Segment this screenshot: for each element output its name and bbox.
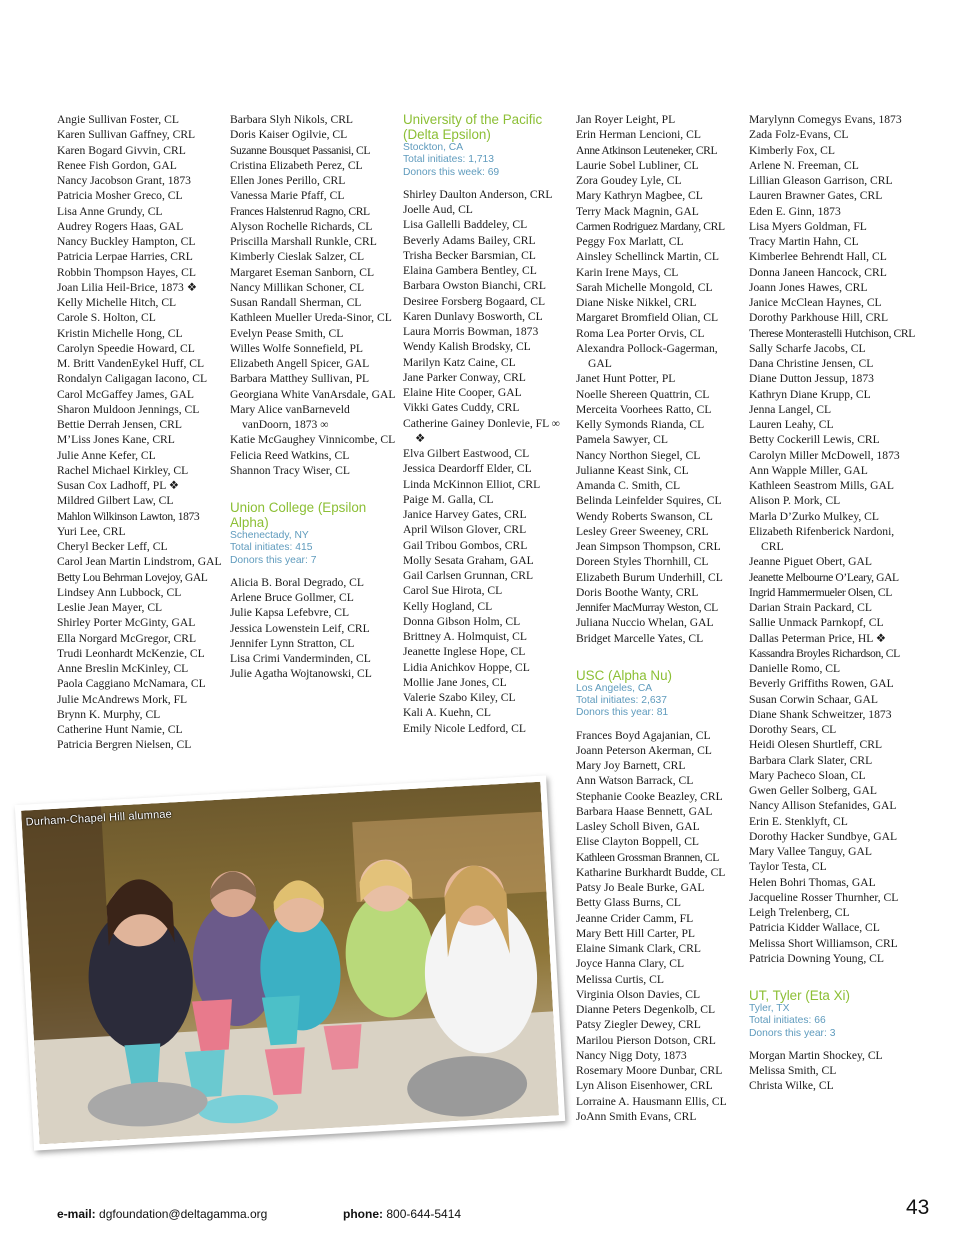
donor-name: Molly Sesata Graham, GAL [403, 553, 534, 567]
donor-name: Janice McClean Haynes, CL [749, 296, 882, 309]
donor-name: Emily Nicole Ledford, CL [403, 721, 526, 735]
donor-name: Laurie Sobel Lubliner, CL [576, 158, 699, 172]
donor-name: Janice Harvey Gates, CRL [403, 508, 527, 522]
donor-name: Kimberly Fox, CL [749, 143, 835, 157]
donor-name: Wendy Kalish Brodsky, CL [403, 340, 531, 354]
donor-name: Katie McGaughey Vinnicombe, CL [230, 433, 396, 447]
donor-name: Paola Caggiano McNamara, CL [57, 677, 206, 691]
donor-name: Susan Cox Ladhoff, PL ❖ [57, 479, 180, 492]
donor-name: Susan Randall Sherman, CL [230, 296, 362, 309]
donor-name: Janet Hunt Potter, PL [576, 372, 676, 386]
donor-name: Ainsley Schellinck Martin, CL [576, 250, 719, 264]
donor-name: Kali A. Kuehn, CL [403, 706, 491, 720]
donor-name: Felicia Reed Watkins, CL [230, 448, 350, 462]
donor-name: Jessica Deardorff Elder, CL [403, 462, 532, 476]
donor-name: Arlene Bruce Gollmer, CL [230, 591, 354, 605]
donor-name: Evelyn Pease Smith, CL [230, 326, 344, 340]
donor-name: Julie Agatha Wojtanowski, CL [230, 667, 372, 681]
donor-name: Darian Strain Packard, CL [749, 601, 872, 614]
donor-name: Eden E. Ginn, 1873 [749, 204, 841, 218]
donor-name: Mary Joy Barnett, CRL [576, 759, 686, 773]
donor-name: Lidia Anichkov Hoppe, CL [403, 660, 530, 674]
donor-name: Patricia Kidder Wallace, CL [749, 921, 880, 935]
donor-name: Jane Parker Conway, CRL [403, 370, 526, 384]
donor-name: Jeanette Inglese Hope, CL [403, 645, 526, 659]
donor-name: Audrey Rogers Haas, GAL [57, 219, 184, 233]
donor-name: Katharine Burkhardt Budde, CL [576, 865, 726, 879]
donor-name: Nancy Jacobson Grant, 1873 [57, 174, 191, 187]
donor-name: Heidi Olesen Shurtleff, CRL [749, 738, 883, 752]
donor-name: Jenna Langel, CL [749, 402, 832, 416]
donor-name: Ingrid Hammermueler Olsen, CL [749, 585, 892, 599]
donor-name: Trisha Becker Barsmian, CL [403, 248, 536, 262]
donor-name: Jennifer MacMurray Weston, CL [576, 601, 718, 614]
donor-name: Virginia Olson Davies, CL [576, 987, 701, 1001]
donor-name: Elaina Gambera Bentley, CL [403, 264, 537, 278]
donor-name: Lisa Crimi Vanderminden, CL [230, 652, 371, 666]
donor-name: Cristina Elizabeth Perez, CL [230, 158, 363, 172]
donor-name: Jean Simpson Thompson, CRL [576, 540, 721, 553]
donor-name: Donna Gibson Holm, CL [403, 614, 521, 628]
donor-name: Suzanne Bousquet Passanisi, CL [230, 143, 370, 157]
donor-name: Nancy Nigg Doty, 1873 [576, 1048, 687, 1062]
donor-name: Rosemary Moore Dunbar, CRL [576, 1064, 723, 1078]
donor-name: Kathleen Seastrom Mills, GAL [749, 479, 894, 492]
donor-name: Elizabeth Burum Underhill, CL [576, 570, 723, 584]
donor-name: Lisa Myers Goldman, FL [749, 219, 867, 233]
donor-name: Angie Sullivan Foster, CL [57, 113, 179, 126]
donor-name: Carole S. Holton, CL [57, 311, 156, 325]
donor-name: Lauren Leahy, CL [749, 418, 834, 431]
donor-name: Joann Jones Hawes, CRL [749, 280, 868, 294]
donor-name: Amanda C. Smith, CL [576, 479, 681, 492]
photo-illustration [21, 782, 559, 1145]
donor-name: Bridget Marcelle Yates, CL [576, 631, 704, 645]
donor-name: Jacqueline Rosser Thurnher, CL [749, 890, 899, 904]
donor-name: Lillian Gleason Garrison, CRL [749, 174, 893, 187]
donor-name: Mollie Jane Jones, CL [403, 675, 507, 689]
donor-name: Lindsey Ann Lubbock, CL [57, 585, 182, 599]
donor-name: Lorraine A. Hausmann Ellis, CL [576, 1094, 727, 1108]
donor-name: Kristin Michelle Hong, CL [57, 326, 183, 340]
donor-name: Dallas Peterman Price, HL ❖ [749, 631, 887, 645]
donor-name: Mahlon Wilkinson Lawton, 1873 [57, 509, 200, 523]
donor-name: Jan Royer Leight, PL [576, 113, 676, 126]
donor-name: Kimberly Cieslak Salzer, CL [230, 250, 365, 264]
donor-name: Gail Tribou Gombos, CRL [403, 538, 528, 552]
donor-name: Mary Vallee Tanguy, GAL [749, 845, 872, 858]
donor-name: Priscilla Marshall Runkle, CRL [230, 235, 377, 248]
donor-name: Lisa Anne Grundy, CL [57, 204, 163, 218]
chapter-donors: Donors this year: 3 [749, 1027, 836, 1039]
chapter-title: UT, Tyler (Eta Xi) [749, 988, 850, 1003]
donor-name: Carolyn Speedie Howard, CL [57, 341, 195, 355]
donor-name: Patricia Downing Young, CL [749, 951, 884, 965]
donor-name: Barbara Slyh Nikols, CRL [230, 113, 354, 126]
chapter-header [230, 500, 398, 567]
donor-name: Mildred Gilbert Law, CL [57, 494, 174, 508]
donor-name: Anne Atkinson Leuteneker, CRL [576, 143, 718, 157]
donor-name: Arlene N. Freeman, CL [749, 158, 859, 172]
donor-name: Barbara Haase Bennett, GAL [576, 804, 713, 818]
donor-name: Desiree Forsberg Bogaard, CL [403, 294, 546, 308]
donor-name: Juliana Nuccio Whelan, GAL [576, 616, 714, 630]
donor-name: Dorothy Sears, CL [749, 723, 837, 736]
donor-name: Doreen Styles Thornhill, CL [576, 555, 709, 569]
donor-name: Jennifer Lynn Stratton, CL [230, 636, 355, 650]
donor-name: Marylynn Comegys Evans, 1873 [749, 113, 902, 126]
chapter-location: Tyler, TX [749, 1003, 790, 1014]
donor-name: Kassandra Broyles Richardson, CL [749, 646, 900, 660]
donor-name: Donna Janeen Hancock, CRL [749, 265, 887, 279]
section-spacer [576, 646, 744, 668]
donor-name: Laura Morris Bowman, 1873 [403, 325, 539, 339]
donor-name: Julie Anne Kefer, CL [57, 448, 156, 462]
donor-name: Margaret Bromfield Olian, CL [576, 311, 719, 325]
donor-name: Dorothy Parkhouse Hill, CRL [749, 311, 889, 325]
donor-name: Melissa Curtis, CL [576, 972, 664, 986]
donor-name: Shirley Porter McGinty, GAL [57, 616, 196, 630]
donor-name: Julianne Keast Sink, CL [576, 463, 689, 477]
name-column-4 [576, 112, 744, 1124]
donor-name: Melissa Short Williamson, CRL [749, 936, 898, 950]
donor-name: Dorothy Hacker Sundbye, GAL [749, 829, 898, 843]
donor-name: Karen Dunlavy Bosworth, CL [403, 309, 543, 323]
donor-name: Carol Jean Martin Lindstrom, GAL [57, 555, 222, 569]
donor-name: Kathleen Mueller Ureda-Sinor, CL [230, 311, 392, 325]
donor-name: Margaret Eseman Sanborn, CL [230, 265, 375, 279]
email-label: e-mail: [57, 1207, 96, 1221]
chapter-header [749, 988, 917, 1040]
donor-name: Sally Scharfe Jacobs, CL [749, 341, 866, 355]
donor-name: Elva Gilbert Eastwood, CL [403, 447, 530, 461]
donor-name: Elaine Hite Cooper, GAL [403, 386, 522, 400]
donor-name: Marilou Pierson Dotson, CRL [576, 1033, 716, 1047]
donor-name: Gwen Geller Solberg, GAL [749, 784, 877, 797]
donor-name: Belinda Leinfelder Squires, CL [576, 494, 722, 508]
donor-name: Nancy Buckley Hampton, CL [57, 235, 196, 248]
name-column-5 [749, 112, 917, 1094]
donor-name: Julie Kapsa Lefebvre, CL [230, 606, 350, 620]
name-column-1 [57, 112, 225, 753]
donor-name: Kelly Symonds Rianda, CL [576, 418, 705, 431]
donor-name: Helen Bohri Thomas, GAL [749, 875, 876, 889]
donor-name: Patricia Mosher Greco, CL [57, 189, 183, 203]
donor-name: Susan Corwin Schaar, GAL [749, 692, 878, 706]
chapter-donors: Donors this year: 81 [576, 707, 669, 719]
donor-name: Brittney A. Holmquist, CL [403, 630, 527, 644]
chapter-title: Union College (Epsilon Alpha) [230, 500, 367, 530]
donor-name: Barbara Matthey Sullivan, PL [230, 372, 370, 386]
donor-name: Nancy Northon Siegel, CL [576, 448, 701, 462]
donor-name: Robbin Thompson Hayes, CL [57, 265, 196, 279]
donor-name: Lasley Scholl Biven, GAL [576, 820, 700, 834]
donor-name: Patricia Bergren Nielsen, CL [57, 738, 192, 752]
donor-name: Melissa Smith, CL [749, 1064, 837, 1078]
donor-name: Karen Sullivan Gaffney, CRL [57, 128, 196, 142]
donor-name: Mary Alice vanBarneveld vanDoorn, 1873 ∞ [230, 402, 350, 431]
donor-name: Wendy Roberts Swanson, CL [576, 509, 713, 523]
donor-name: Betty Glass Burns, CL [576, 896, 681, 910]
donor-name: Mary Pacheco Sloan, CL [749, 768, 866, 782]
donor-name: Yuri Lee, CRL [57, 524, 126, 538]
donor-name: Betty Cockerill Lewis, CRL [749, 433, 880, 447]
donor-name: Christa Wilke, CL [749, 1079, 834, 1093]
donor-name: Joelle Aud, CL [403, 203, 473, 217]
donor-name: Jeanette Melbourne O’Leary, GAL [749, 570, 899, 584]
donor-name: Barbara Owston Bianchi, CRL [403, 279, 546, 293]
donor-name: Marilyn Katz Caine, CL [403, 355, 516, 369]
donor-name: Terry Mack Magnin, GAL [576, 204, 699, 218]
donor-name: Morgan Martin Shockey, CL [749, 1048, 883, 1062]
donor-name: Kimberlee Behrendt Hall, CL [749, 250, 887, 264]
donor-name: Lauren Brawner Gates, CRL [749, 189, 883, 203]
photo-caption: Durham-Chapel Hill alumnae [25, 808, 173, 829]
chapter-total-initiates: Total initiates: 2,637 [576, 695, 668, 707]
donor-name: M. Britt VandenEykel Huff, CL [57, 357, 205, 370]
page-number: 43 [906, 1196, 930, 1219]
donor-name: Linda McKinnon Elliot, CRL [403, 477, 541, 491]
donor-name: Stephanie Cooke Beazley, CRL [576, 789, 723, 803]
donor-name: Sarah Michelle Mongold, CL [576, 280, 713, 294]
chapter-location: Stockton, CA [403, 142, 464, 153]
donor-name: Catherine Gainey Donlevie, FL ∞ ❖ [403, 416, 560, 445]
donor-name: Mary Kathryn Magbee, CL [576, 189, 703, 203]
donor-name: Elizabeth Angell Spicer, GAL [230, 357, 370, 370]
donor-name: M’Liss Jones Kane, CRL [57, 433, 175, 447]
donor-name: Brynn K. Murphy, CL [57, 707, 161, 721]
donor-name: Georgiana White VanArsdale, GAL [230, 387, 396, 401]
donor-name: Nancy Allison Stefanides, GAL [749, 799, 897, 813]
donor-name: JoAnn Smith Evans, CRL [576, 1109, 697, 1123]
chapter-total-initiates: Total initiates: 1,713 [403, 154, 495, 166]
donor-name: Carol Sue Hirota, CL [403, 584, 503, 598]
donor-name: Karen Bogard Givvin, CRL [57, 143, 186, 157]
donor-name: Rondalyn Caligagan Iacono, CL [57, 372, 208, 386]
donor-name: Sharon Muldoon Jennings, CL [57, 402, 200, 416]
donor-name: Shannon Tracy Wiser, CL [230, 463, 350, 477]
donor-name: Lisa Gallelli Baddeley, CL [403, 218, 528, 232]
phone-number: 800-644-5414 [386, 1207, 462, 1221]
name-column-3 [403, 112, 571, 736]
chapter-location: Schenectady, NY [230, 530, 309, 541]
donor-name: Frances Halstenrud Ragno, CRL [230, 204, 370, 218]
donor-name: Carolyn Miller McDowell, 1873 [749, 448, 900, 462]
donor-name: Cheryl Becker Leff, CL [57, 540, 168, 553]
name-column-2 [230, 112, 398, 682]
donor-name: Ann Watson Barrack, CL [576, 774, 694, 788]
donor-name: Catherine Hunt Namie, CL [57, 723, 183, 736]
chapter-header [403, 112, 571, 179]
donor-name: Danielle Romo, CL [749, 662, 841, 675]
donor-name: Trudi Leonhardt McKenzie, CL [57, 646, 205, 660]
donor-name: Elise Clayton Boppell, CL [576, 835, 700, 849]
donor-name: Kathleen Grossman Brannen, CL [576, 850, 719, 864]
donor-name: Roma Lea Porter Orvis, CL [576, 326, 705, 340]
donor-name: Mary Bett Hill Carter, PL [576, 926, 695, 940]
donor-name: Kathryn Diane Krupp, CL [749, 387, 871, 401]
donor-name: Elaine Simank Clark, CRL [576, 942, 701, 956]
footer-phone [343, 1207, 461, 1221]
donor-name: Leslie Jean Mayer, CL [57, 601, 163, 614]
donor-name: Pamela Sawyer, CL [576, 433, 668, 447]
donor-name: Diane Dutton Jessup, 1873 [749, 372, 874, 386]
chapter-location: Los Angeles, CA [576, 682, 653, 694]
chapter-total-initiates: Total initiates: 66 [749, 1015, 826, 1027]
donor-name: Jeanne Crider Camm, FL [576, 911, 694, 925]
donor-name: Joan Lilia Heil-Brice, 1873 ❖ [57, 280, 198, 294]
donor-name: Carol McGaffey James, GAL [57, 387, 194, 401]
donor-name: Doris Kaiser Ogilvie, CL [230, 128, 348, 142]
donor-name: Tracy Martin Hahn, CL [749, 235, 859, 248]
donor-name: Alison P. Mork, CL [749, 494, 841, 508]
chapter-donors: Donors this year: 7 [230, 554, 317, 566]
donor-name: Beverly Griffiths Rowen, GAL [749, 677, 894, 691]
donor-name: Julie McAndrews Mork, FL [57, 692, 188, 706]
donor-name: Taylor Testa, CL [749, 860, 827, 874]
donor-name: Elizabeth Rifenberick Nardoni, CRL [749, 524, 895, 553]
donor-name: Anne Breslin McKinley, CL [57, 662, 189, 675]
donor-name: Alexandra Pollock-Gagerman, GAL [576, 341, 718, 370]
donor-name: Alicia B. Boral Degrado, CL [230, 575, 364, 589]
donor-name: Joann Peterson Akerman, CL [576, 743, 712, 757]
donor-name: Joyce Hanna Clary, CL [576, 957, 685, 971]
section-spacer [230, 478, 398, 500]
donor-name: Lesley Greer Sweeney, CRL [576, 524, 709, 538]
donor-name: Erin Herman Lencioni, CL [576, 128, 701, 142]
donor-name: Renee Fish Gordon, GAL [57, 158, 177, 172]
donor-name: Patsy Ziegler Dewey, CRL [576, 1018, 701, 1032]
chapter-donors: Donors this week: 69 [403, 166, 500, 178]
donor-name: Doris Boothe Wanty, CRL [576, 585, 699, 599]
donor-name: Kelly Michelle Hitch, CL [57, 296, 177, 309]
donor-name: Carmen Rodriguez Mardany, CRL [576, 219, 725, 233]
donor-name: Peggy Fox Marlatt, CL [576, 235, 684, 248]
donor-name: Karin Irene Mays, CL [576, 265, 679, 279]
donor-name: Zora Goudey Lyle, CL [576, 174, 682, 187]
donor-name: Rachel Michael Kirkley, CL [57, 463, 189, 477]
donor-name: Dianne Peters Degenkolb, CL [576, 1003, 716, 1017]
donor-name: Valerie Szabo Kiley, CL [403, 691, 516, 705]
email-address[interactable]: dgfoundation@deltagamma.org [99, 1207, 268, 1221]
donor-name: Sallie Unmack Parnkopf, CL [749, 616, 884, 630]
donor-name: Jeanne Piguet Obert, GAL [749, 555, 872, 569]
donor-name: Bettie Derrah Jensen, CRL [57, 418, 182, 431]
donor-name: Patricia Lerpae Harries, CRL [57, 250, 193, 264]
alumnae-photo [15, 775, 565, 1150]
donor-name: Beverly Adams Bailey, CRL [403, 233, 536, 247]
donor-name: Erin E. Stenklyft, CL [749, 814, 848, 828]
donor-name: Willes Wolfe Sonnefield, PL [230, 341, 363, 355]
chapter-header [576, 668, 744, 720]
chapter-title: University of the Pacific (Delta Epsilon) [403, 112, 543, 142]
section-spacer [749, 966, 917, 988]
donor-name: Ella Norgard McGregor, CRL [57, 631, 197, 645]
donor-name: Nancy Millikan Schoner, CL [230, 280, 365, 294]
donor-name: Ann Wapple Miller, GAL [749, 463, 868, 477]
donor-name: Alyson Rochelle Richards, CL [230, 219, 373, 233]
footer-email [57, 1207, 267, 1221]
donor-name: Zada Folz-Evans, CL [749, 128, 849, 142]
donor-name: Diane Shank Schweitzer, 1873 [749, 707, 892, 721]
chapter-total-initiates: Total initiates: 415 [230, 542, 313, 554]
donor-name: Leigh Trelenberg, CL [749, 906, 850, 919]
donor-name: Noelle Shereen Quattrin, CL [576, 387, 710, 401]
phone-label: phone: [343, 1207, 383, 1221]
chapter-title: USC (Alpha Nu) [576, 667, 672, 683]
donor-name: Barbara Clark Slater, CRL [749, 753, 873, 767]
donor-name: Jessica Lowenstein Leif, CRL [230, 621, 370, 635]
donor-name: Diane Niske Nikkel, CRL [576, 296, 697, 309]
photo-image [21, 782, 559, 1145]
donor-name: Ellen Jones Perillo, CRL [230, 174, 346, 187]
donor-name: Therese Monterastelli Hutchison, CRL [749, 326, 915, 340]
donor-name: Dana Christine Jensen, CL [749, 357, 874, 370]
donor-name: Vikki Gates Cuddy, CRL [403, 401, 520, 415]
donor-name: Betty Lou Behrman Lovejoy, GAL [57, 570, 208, 584]
donor-name: Lyn Alison Eisenhower, CRL [576, 1079, 713, 1093]
donor-name: April Wilson Glover, CRL [403, 523, 527, 537]
donor-name: Paige M. Galla, CL [403, 492, 494, 506]
donor-name: Frances Boyd Agajanian, CL [576, 728, 711, 742]
donor-name: Gail Carlsen Grunnan, CRL [403, 569, 534, 583]
donor-name: Patsy Jo Beale Burke, GAL [576, 881, 705, 895]
donor-name: Kelly Hogland, CL [403, 599, 493, 613]
donor-name: Vanessa Marie Pfaff, CL [230, 189, 345, 203]
donor-name: Merceita Voorhees Ratto, CL [576, 402, 712, 416]
donor-name: Shirley Daulton Anderson, CRL [403, 187, 553, 201]
donor-name: Marla D’Zurko Mulkey, CL [749, 509, 879, 523]
